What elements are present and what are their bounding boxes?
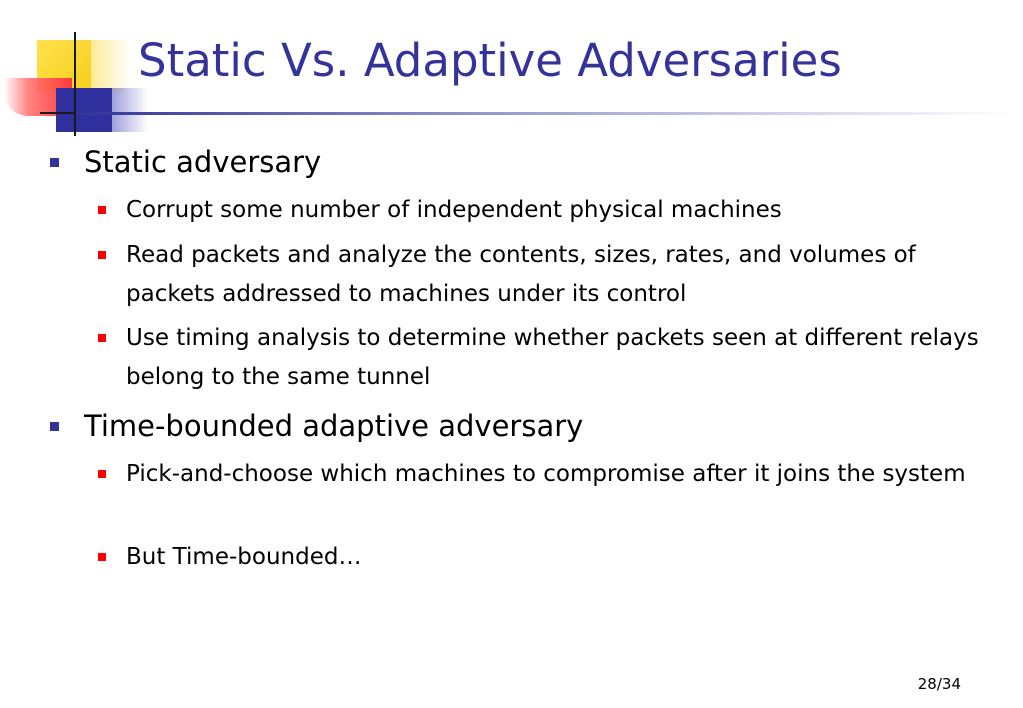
page-number: 28/34 [917, 675, 961, 693]
logo-yellow-fade [91, 40, 131, 92]
bullet-level2 [126, 191, 1006, 230]
bullet-square-icon [98, 334, 106, 342]
bullet-level2-text: Read packets and analyze the contents, sizes, rates, and volumes of packets addressed to machines under its control [126, 242, 916, 307]
bullet-level2 [126, 455, 1006, 494]
bullet-level1-text: Static adversary [84, 145, 322, 179]
bullet-square-icon [98, 470, 106, 478]
bullet-level1 [84, 408, 583, 444]
logo-blue-square [56, 88, 112, 132]
bullet-level1-text: Time-bounded adaptive adversary [84, 409, 584, 443]
bullet-level2 [126, 319, 1006, 397]
slide-title: Static Vs. Adaptive Adversaries [138, 34, 842, 87]
bullet-square-icon [98, 251, 106, 259]
logo-vertical-line [74, 32, 76, 136]
bullet-level2-text: Use timing analysis to determine whether packets seen at different relays belong to the same tunnel [126, 325, 979, 390]
bullet-level2-text: Pick-and-choose which machines to compromise after it joins the system [126, 461, 966, 487]
title-underline [76, 112, 1016, 115]
bullet-level2 [126, 538, 1006, 577]
slide-logo-decoration [0, 0, 140, 140]
bullet-level2-text: But Time-bounded… [126, 544, 362, 570]
bullet-square-icon [98, 553, 106, 561]
bullet-square-icon [98, 206, 106, 214]
bullet-level1 [84, 144, 321, 180]
logo-blue-fade [112, 88, 148, 132]
bullet-square-icon [50, 158, 59, 167]
bullet-level2 [126, 236, 1006, 314]
bullet-square-icon [50, 422, 59, 431]
bullet-level2-text: Corrupt some number of independent physical machines [126, 197, 782, 223]
